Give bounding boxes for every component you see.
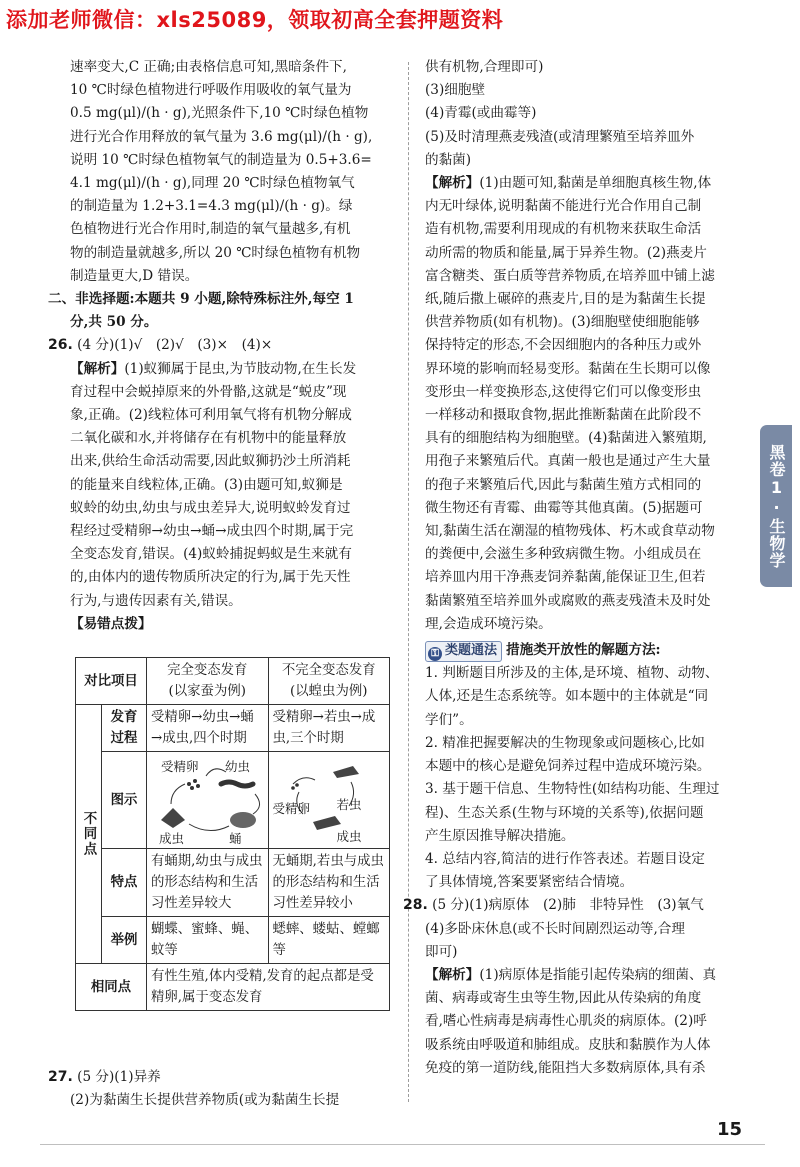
explanation-line: 的孢子来繁殖后代,因此与黏菌生殖方式相同的 bbox=[425, 476, 702, 493]
page-number: 15 bbox=[717, 1119, 743, 1140]
explanation-line: 看,嗜心性病毒是病毒性心肌炎的病原体。(2)呼 bbox=[425, 1013, 707, 1030]
method-line: 2. 精准把握要解决的生物现象或问题核心,比如 bbox=[425, 734, 705, 751]
q28-answer bbox=[403, 894, 750, 917]
table-row bbox=[76, 964, 390, 1011]
explanation-line: 【解析】(1)蚁狮属于昆虫,为节肢动物,在生长发 bbox=[70, 360, 357, 377]
text-line: 10 ℃时绿色植物进行呼吸作用吸收的氧气量为 bbox=[70, 82, 352, 99]
q26-number: 26. bbox=[48, 337, 73, 354]
dev-complete: 受精卵→幼虫→蛹→成虫,四个时期 bbox=[147, 705, 269, 752]
explanation-tag: 【解析】 bbox=[70, 360, 125, 377]
method-title: 措施类开放性的解题方法: bbox=[506, 642, 661, 659]
same-text: 有性生殖,体内受精,发育的起点都是受精卵,属于变态发育 bbox=[147, 964, 390, 1011]
tips-title: 【易错点拨】 bbox=[70, 615, 152, 632]
method-badge bbox=[425, 641, 502, 662]
header-complete-example: (以家蚕为例) bbox=[168, 684, 246, 699]
feature-incomplete: 无蛹期,若虫与成虫的形态结构和生活习性差异较小 bbox=[268, 849, 390, 917]
text-line: (4)青霉(或曲霉等) bbox=[425, 105, 537, 122]
explanation-line: 免疫的第一道防线,能阻挡大多数病原体,具有杀 bbox=[425, 1059, 706, 1076]
text-line: 物的制造量就越多,所以 20 ℃时绿色植物有机物 bbox=[70, 244, 361, 261]
q28-answer-text: (5 分)(1)病原体 (2)肺 非特异性 (3)氧气 bbox=[432, 897, 704, 914]
q27-answer bbox=[48, 1066, 393, 1089]
header-incomplete-example: (以蝗虫为例) bbox=[290, 684, 368, 699]
q28-explanation bbox=[425, 964, 750, 1080]
header-complete bbox=[147, 658, 269, 705]
explanation-line: 育过程中会蜕掉原来的外骨骼,这就是“蜕皮”现 bbox=[70, 383, 347, 400]
incomplete-metamorphosis-diagram bbox=[273, 754, 386, 846]
explanation-line: 动所需的物质和能量,属于异养生物。(2)燕麦片 bbox=[425, 244, 707, 261]
explanation-line: 一样移动和摄取食物,据此推断黏菌在此阶段不 bbox=[425, 407, 702, 424]
left-column bbox=[48, 56, 393, 636]
row-label-same: 相同点 bbox=[76, 964, 147, 1011]
example-complete: 蝴蝶、蜜蜂、蝇、蚊等 bbox=[147, 917, 269, 964]
header-complete-title: 完全变态发育 bbox=[167, 663, 248, 678]
bottom-rule bbox=[40, 1144, 765, 1145]
method-badge-text: 类题通法 bbox=[445, 643, 498, 659]
side-tab: 黑卷1·生物学 bbox=[760, 425, 792, 587]
method-list bbox=[425, 662, 750, 894]
explanation-line: 二氧化碳和水,并将储存在有机物中的能量释放 bbox=[70, 430, 347, 447]
method-line: 3. 基于题干信息、生物特性(如结构功能、生理过 bbox=[425, 781, 720, 798]
label-nymph: 若虫 bbox=[336, 797, 362, 812]
q27-number: 27. bbox=[48, 1069, 73, 1085]
text-line: 进行光合作用释放的氧气量为 3.6 mg(μl)/(h · g), bbox=[70, 128, 373, 145]
q27-explanation bbox=[425, 172, 750, 636]
explanation-line: 造有机物,需要利用现成的有机物来获取生命活 bbox=[425, 221, 702, 238]
label-egg: 受精卵 bbox=[161, 759, 199, 774]
method-line: 人体,还是生态系统等。如本题中的主体就是“同 bbox=[425, 688, 709, 705]
label-larva: 幼虫 bbox=[225, 759, 251, 774]
explanation-line: 的,由体内的遗传物质所决定的行为,属于先天性 bbox=[70, 569, 351, 586]
explanation-line: 蚁蛉的幼虫,幼虫与成虫差异大,说明蚁蛉发育过 bbox=[70, 499, 351, 516]
method-line: 学们”。 bbox=[425, 711, 473, 728]
q27-block bbox=[48, 1066, 393, 1112]
method-line: 产生原因推导解决措施。 bbox=[425, 827, 575, 844]
explanation-line: 富含糖类、蛋白质等营养物质,在培养皿中铺上滤 bbox=[425, 267, 715, 284]
explanation-tag: 【解析】 bbox=[425, 966, 480, 983]
explanation-line: 程经过受精卵→幼虫→蛹→成虫四个时期,属于完 bbox=[70, 523, 354, 540]
q26-explanation bbox=[48, 358, 393, 613]
explanation-line: 菌、病毒或寄生虫等生物,因此从传染病的角度 bbox=[425, 990, 702, 1007]
row-label-feature: 特点 bbox=[102, 849, 147, 917]
left-top-paragraph bbox=[48, 56, 393, 288]
explanation-line: 用孢子来繁殖后代。真菌一般也是通过产生大量 bbox=[425, 453, 711, 470]
explanation-line: 知,黏菌生活在潮湿的植物残体、朽木或食草动物 bbox=[425, 523, 715, 540]
diagram-complete-cell bbox=[147, 752, 269, 849]
text-line: (5)及时清理燕麦残渣(或清理繁殖至培养皿外 bbox=[425, 128, 695, 145]
method-line: 程)、生态关系(生物与环境的关系等),依据问题 bbox=[425, 804, 704, 821]
row-label-diagram: 图示 bbox=[102, 752, 147, 849]
right-column bbox=[403, 56, 750, 1080]
q28-answer-line2: (4)多卧床休息(或不长时间剧烈运动等,合理 bbox=[425, 920, 685, 937]
key-icon: ⚿ bbox=[428, 647, 442, 661]
explanation-line: 的粪便中,会滋生多种致病微生物。小组成员在 bbox=[425, 546, 702, 563]
explanation-line: 微生物还有青霉、曲霉等其他真菌。(5)据题可 bbox=[425, 499, 703, 516]
method-line: 本题中的核心是避免饲养过程中造成环境污染。 bbox=[425, 758, 711, 775]
complete-metamorphosis-diagram bbox=[151, 754, 264, 846]
text-line: 的黏菌) bbox=[425, 151, 472, 168]
explanation-line: 供营养物质(如有机物)。(3)细胞壁使细胞能够 bbox=[425, 314, 700, 331]
section-title: 二、非选择题:本题共 9 小题,除特殊标注外,每空 1 bbox=[48, 291, 354, 308]
method-line: 了具体情境,答案要紧密结合情境。 bbox=[425, 874, 634, 891]
q27-line2: (2)为黏菌生长提供营养物质(或为黏菌生长提 bbox=[70, 1092, 340, 1109]
header-incomplete bbox=[268, 658, 390, 705]
explanation-line: 【解析】(1)病原体是指能引起传染病的细菌、真 bbox=[425, 966, 717, 983]
explanation-line: 内无叶绿体,说明黏菌不能进行光合作用自己制 bbox=[425, 198, 702, 215]
label-egg: 受精卵 bbox=[272, 801, 311, 816]
method-line: 4. 总结内容,简洁的进行作答表述。若题目设定 bbox=[425, 850, 705, 867]
text-line: 制造量更大,D 错误。 bbox=[70, 267, 199, 284]
table-header-row bbox=[76, 658, 390, 705]
q26-answer bbox=[48, 334, 393, 357]
explanation-line: 纸,随后撒上碾碎的燕麦片,目的是为黏菌生长提 bbox=[425, 291, 706, 308]
promo-banner: 添加老师微信：xls25089，领取初高全套押题资料 bbox=[6, 8, 504, 32]
explanation-line: 保持特定的形态,不会因细胞内的各种压力或外 bbox=[425, 337, 702, 354]
explanation-line: 黏菌繁殖至培养皿外或腐败的燕麦残渣未及时处 bbox=[425, 592, 711, 609]
row-label-example: 举例 bbox=[102, 917, 147, 964]
dev-incomplete: 受精卵→若虫→成虫,三个时期 bbox=[268, 705, 390, 752]
explanation-line: 变形虫一样变换形态,这使得它们可以像变形虫 bbox=[425, 383, 702, 400]
method-line: 1. 判断题目所涉及的主体,是环境、植物、动物、 bbox=[425, 665, 719, 682]
row-label-dev: 发育过程 bbox=[102, 705, 147, 752]
text-line: 供有机物,合理即可) bbox=[425, 59, 544, 75]
table-row bbox=[76, 849, 390, 917]
q26-answer-text: (4 分)(1)√ (2)√ (3)× (4)× bbox=[77, 337, 273, 354]
column-divider bbox=[408, 62, 409, 1102]
text-line: 说明 10 ℃时绿色植物氧气的制造量为 0.5+3.6= bbox=[70, 151, 372, 168]
explanation-tag: 【解析】 bbox=[425, 175, 480, 192]
explanation-line: 行为,与遗传因素有关,错误。 bbox=[70, 592, 242, 609]
q27-answer-text: (5 分)(1)异养 bbox=[77, 1069, 161, 1085]
label-pupa: 蛹 bbox=[229, 831, 242, 846]
table-row bbox=[76, 752, 390, 849]
diagram-incomplete-cell bbox=[268, 752, 390, 849]
explanation-line: 全变态发育,错误。(4)蚁蛉捕捉蚂蚁是生来就有 bbox=[70, 546, 352, 563]
explanation-line: 的能量来自线粒体,正确。(3)由题可知,蚁狮是 bbox=[70, 476, 343, 493]
feature-complete: 有蛹期,幼虫与成虫的形态结构和生活习性差异较大 bbox=[147, 849, 269, 917]
example-incomplete: 蟋蟀、蝼蛄、螳螂等 bbox=[268, 917, 390, 964]
explanation-line: 理,会造成环境污染。 bbox=[425, 615, 552, 632]
table-row bbox=[76, 705, 390, 752]
table-row bbox=[76, 917, 390, 964]
label-adult: 成虫 bbox=[159, 831, 185, 846]
explanation-line: 培养皿内用干净燕麦饲养黏菌,能保证卫生,但若 bbox=[425, 569, 706, 586]
explanation-line: 【解析】(1)由题可知,黏菌是单细胞真核生物,体 bbox=[425, 175, 712, 192]
comparison-table bbox=[75, 657, 390, 1011]
text-line: 0.5 mg(μl)/(h · g),光照条件下,10 ℃时绿色植物 bbox=[70, 105, 369, 122]
explanation-line: 象,正确。(2)线粒体可利用氧气将有机物分解成 bbox=[70, 407, 352, 424]
method-header bbox=[425, 639, 750, 662]
q27-continued bbox=[425, 56, 750, 172]
explanation-line: 吸系统由呼吸道和肺组成。皮肤和黏膜作为人体 bbox=[425, 1036, 711, 1053]
explanation-line: 具有的细胞结构为细胞壁。(4)黏菌进入繁殖期, bbox=[425, 430, 707, 447]
section-title-cont: 分,共 50 分。 bbox=[70, 314, 158, 331]
text-line: 速率变大,C 正确;由表格信息可知,黑暗条件下, bbox=[70, 59, 347, 75]
q28-answer-line3: 即可) bbox=[425, 943, 458, 960]
text-line: 4.1 mg(μl)/(h · g),同理 20 ℃时绿色植物氧气 bbox=[70, 175, 355, 192]
explanation-line: 出来,供给生命活动需要,因此蚁狮扔沙土所消耗 bbox=[70, 453, 351, 470]
text-line: 色植物进行光合作用时,制造的氧气量越多,有机 bbox=[70, 221, 351, 238]
label-adult: 成虫 bbox=[336, 829, 362, 844]
header-incomplete-title: 不完全变态发育 bbox=[281, 663, 376, 678]
explanation-line: 界环境的影响而轻易变形。黏菌在生长期可以像 bbox=[425, 360, 711, 377]
text-line: 的制造量为 1.2+3.1=4.3 mg(μl)/(h · g)。绿 bbox=[70, 198, 353, 215]
group-label-cell bbox=[76, 705, 102, 964]
header-compare-item: 对比项目 bbox=[76, 658, 147, 705]
text-line: (3)细胞壁 bbox=[425, 82, 486, 99]
q28-number: 28. bbox=[403, 897, 428, 914]
group-label: 不同点 bbox=[81, 810, 97, 858]
